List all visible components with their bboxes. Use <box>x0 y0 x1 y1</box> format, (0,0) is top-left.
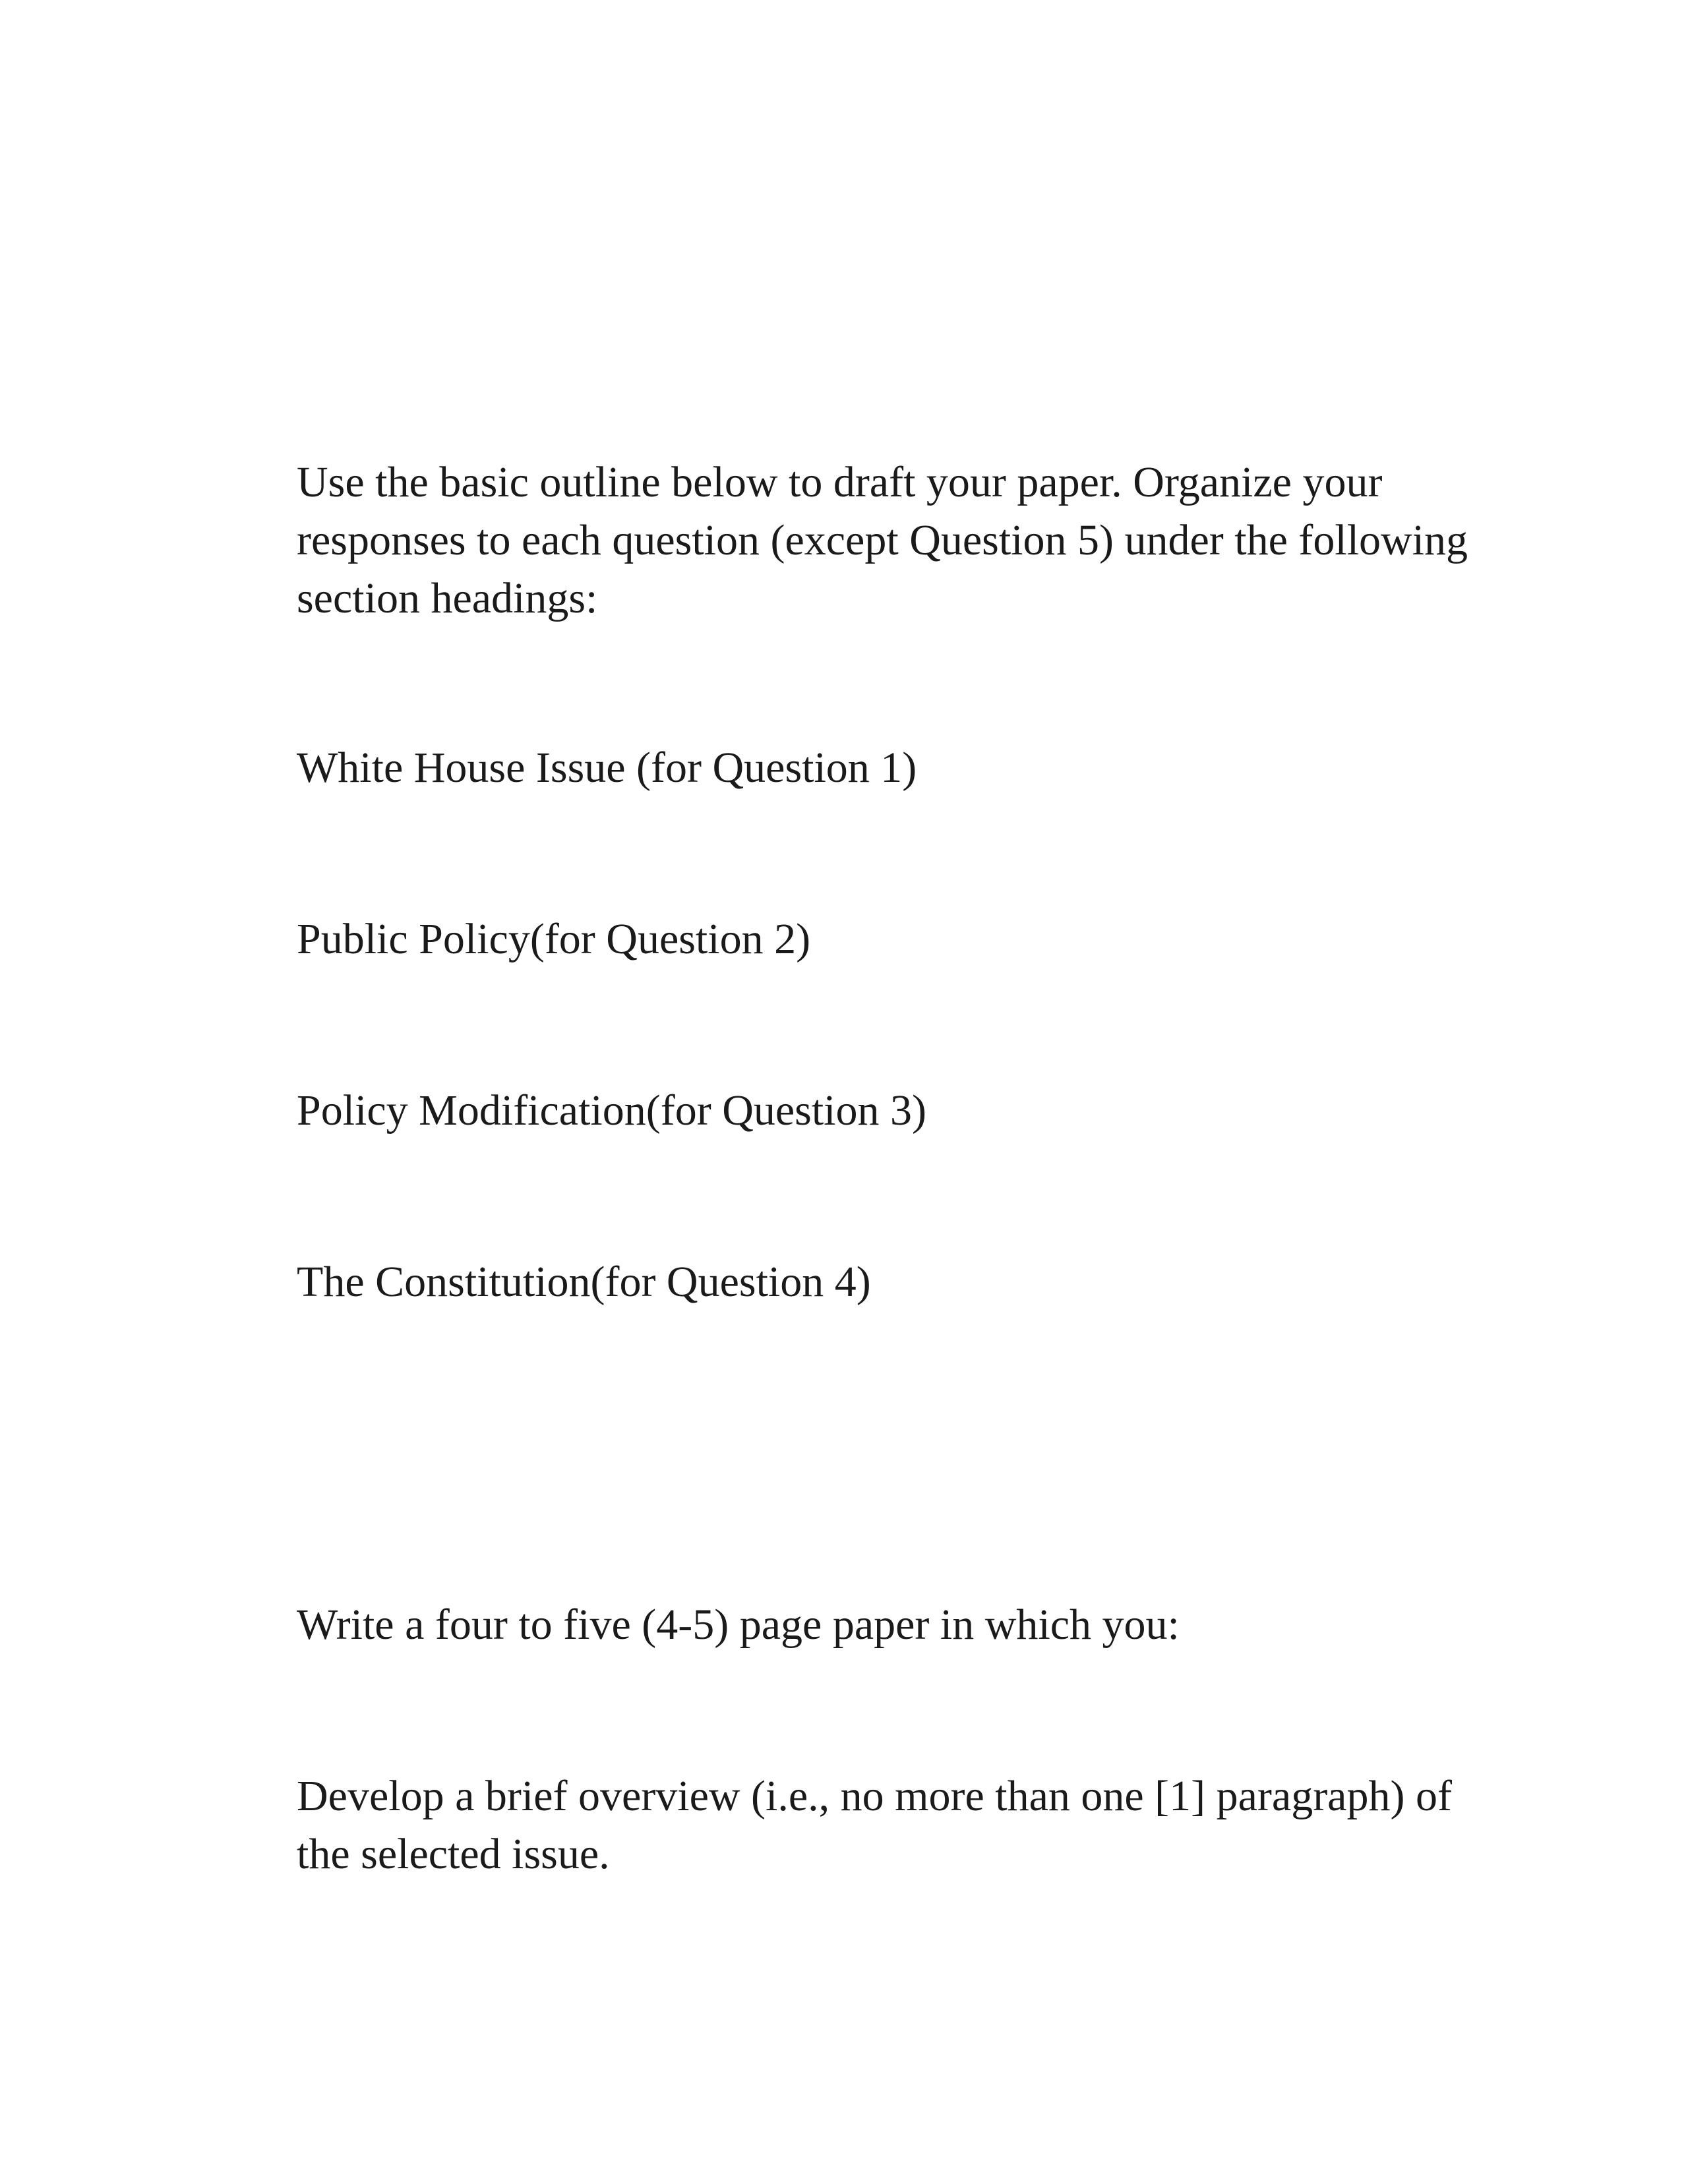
paper-instruction: Write a four to five (4-5) page paper in which you: <box>297 1601 1180 1649</box>
section-heading-constitution: The Constitution(for Question 4) <box>297 1258 871 1306</box>
intro-paragraph: Use the basic outline below to draft your paper. Organize your responses to each question (except Question 5) under the following section headings: <box>297 458 1468 622</box>
task-overview: Develop a brief overview (i.e., no more than one [1] paragraph) of the selected issue. <box>297 1772 1452 1878</box>
section-heading-policy-modification: Policy Modification(for Question 3) <box>297 1086 927 1135</box>
section-heading-public-policy: Public Policy(for Question 2) <box>297 915 811 963</box>
section-heading-white-house-issue: White House Issue (for Question 1) <box>297 744 917 792</box>
